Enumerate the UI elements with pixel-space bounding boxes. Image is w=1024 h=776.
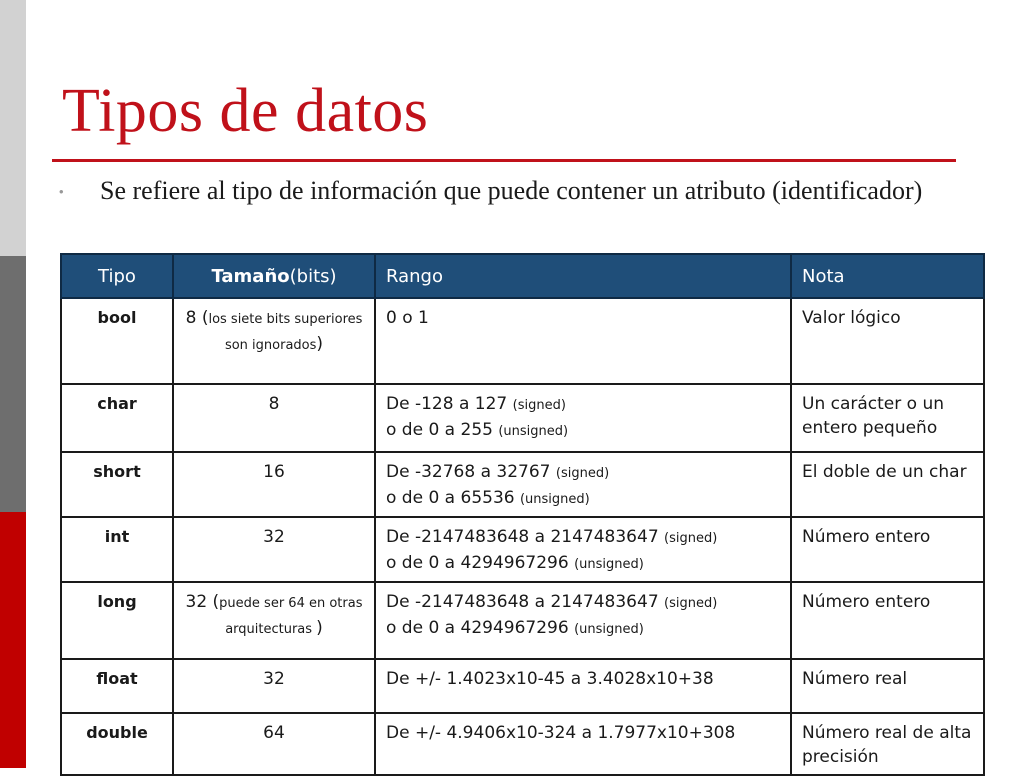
cell-range-unsigned: (unsigned) — [574, 557, 644, 572]
cell-range — [375, 384, 791, 452]
cell-size-main: 8 ( — [185, 308, 209, 328]
header-tamano-label: Tamaño — [211, 265, 290, 287]
table-header-row — [61, 254, 984, 298]
cell-note: Número entero — [791, 517, 984, 582]
header-rango: Rango — [375, 254, 791, 298]
cell-note: Un carácter o un entero pequeño — [791, 384, 984, 452]
cell-size: 32 — [173, 659, 375, 713]
cell-size-close: ) — [316, 618, 323, 638]
cell-type: double — [61, 713, 173, 775]
cell-type: char — [61, 384, 173, 452]
cell-range — [375, 517, 791, 582]
side-accent-gray — [0, 256, 26, 512]
cell-size: 32 — [173, 517, 375, 582]
cell-range-signed: (signed) — [664, 596, 718, 611]
cell-range-line1: De -2147483648 a 2147483647 — [386, 527, 665, 547]
cell-range-line1: De -128 a 127 — [386, 394, 513, 414]
cell-size-note: puede ser 64 en otras arquitecturas — [219, 596, 363, 637]
title-underline — [52, 159, 956, 162]
cell-size — [173, 298, 375, 384]
cell-note: Número real — [791, 659, 984, 713]
table-row — [61, 713, 984, 775]
table-row — [61, 517, 984, 582]
bullet-dot-icon: • — [59, 184, 64, 199]
cell-range — [375, 582, 791, 659]
cell-range-line1: 0 o 1 — [386, 308, 429, 328]
table-row — [61, 452, 984, 517]
cell-range-line2: o de 0 a 65536 — [386, 488, 520, 508]
header-tamano-unit: (bits) — [289, 265, 337, 287]
cell-type: short — [61, 452, 173, 517]
cell-size: 16 — [173, 452, 375, 517]
cell-range-unsigned: (unsigned) — [519, 492, 590, 507]
cell-range-line1: De +/- 1.4023x10-45 a 3.4028x10+38 — [386, 669, 714, 689]
side-accent-red — [0, 512, 26, 768]
cell-range-signed: (signed) — [555, 466, 610, 481]
cell-note: El doble de un char — [791, 452, 984, 517]
table-row — [61, 298, 984, 384]
cell-size-note: los siete bits superiores son ignorados — [208, 312, 363, 353]
cell-range-signed: (signed) — [664, 531, 718, 546]
cell-range — [375, 452, 791, 517]
cell-range-line2: o de 0 a 255 — [386, 420, 499, 440]
bullet-text: Se refiere al tipo de información que puede contener un atributo (identificador) — [100, 176, 923, 205]
cell-type: float — [61, 659, 173, 713]
cell-size: 8 — [173, 384, 375, 452]
cell-range — [375, 298, 791, 384]
cell-range-line1: De +/- 4.9406x10-324 a 1.7977x10+308 — [386, 723, 736, 743]
cell-range — [375, 659, 791, 713]
cell-type: bool — [61, 298, 173, 384]
cell-note: Número entero — [791, 582, 984, 659]
cell-range-line2: o de 0 a 4294967296 — [386, 553, 575, 573]
cell-type: long — [61, 582, 173, 659]
cell-note: Número real de alta precisión — [791, 713, 984, 775]
table-row — [61, 582, 984, 659]
cell-type: int — [61, 517, 173, 582]
cell-range-line1: De -2147483648 a 2147483647 — [386, 592, 665, 612]
header-tamano — [173, 254, 375, 298]
slide-title: Tipos de datos — [62, 77, 429, 145]
cell-range-line1: De -32768 a 32767 — [386, 462, 556, 482]
cell-range-line2: o de 0 a 4294967296 — [386, 618, 575, 638]
cell-range-signed: (signed) — [512, 398, 566, 413]
header-nota: Nota — [791, 254, 984, 298]
cell-range — [375, 713, 791, 775]
cell-note: Valor lógico — [791, 298, 984, 384]
table-row — [61, 659, 984, 713]
cell-range-unsigned: (unsigned) — [574, 622, 644, 637]
cell-size-main: 32 ( — [185, 592, 220, 612]
cell-range-unsigned: (unsigned) — [498, 424, 569, 439]
data-types-table — [60, 253, 985, 776]
header-tipo: Tipo — [61, 254, 173, 298]
cell-size — [173, 582, 375, 659]
side-accent-light — [0, 0, 26, 256]
table-row — [61, 384, 984, 452]
cell-size-close: ) — [316, 334, 324, 354]
cell-size: 64 — [173, 713, 375, 775]
